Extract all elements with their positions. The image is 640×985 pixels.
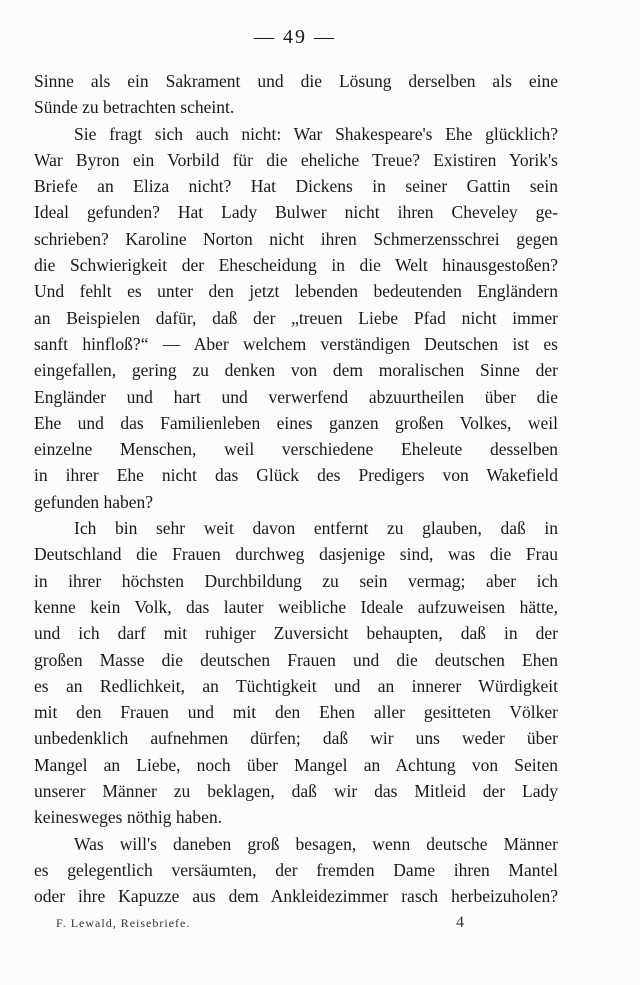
text-line: Deutschland die Frauen durchweg dasjenige sind, was die Frau	[34, 544, 558, 565]
page-body-text	[34, 68, 558, 910]
text-line: Sie fragt sich auch nicht: War Shakespeare's Ehe glücklich?	[74, 123, 558, 144]
text-line: unserer Männer zu beklagen, daß wir das Mitleid der Lady	[34, 781, 558, 802]
text-line: in ihrer Ehe nicht das Glück des Predigers von Wakefield	[34, 465, 558, 486]
text-line: an Beispielen dafür, daß der „treuen Liebe Pfad nicht immer	[34, 307, 558, 328]
text-line: Sünde zu betrachten scheint.	[34, 97, 235, 118]
text-line: gefunden haben?	[34, 491, 154, 512]
text-line: unbedenklich aufnehmen dürfen; daß wir uns weder über	[34, 728, 558, 749]
text-line: oder ihre Kapuzze aus dem Ankleidezimmer rasch herbeizuholen?	[34, 886, 558, 907]
footer-running-title: F. Lewald, Reisebriefe.	[56, 916, 191, 930]
text-line: Ich bin sehr weit davon entfernt zu glauben, daß in	[74, 518, 558, 539]
text-line: sanft hinfloß?“ — Aber welchem verständigen Deutschen ist es	[34, 333, 558, 354]
text-line: die Schwierigkeit der Ehescheidung in die Welt hinausgestoßen?	[34, 255, 558, 276]
text-line: es an Redlichkeit, an Tüchtigkeit und an innerer Würdigkeit	[34, 675, 558, 696]
text-line: eingefallen, gering zu denken von dem moralischen Sinne der	[34, 360, 558, 381]
page-number: — 49 —	[254, 26, 336, 48]
text-line: War Byron ein Vorbild für die eheliche Treue? Existiren Yorik's	[34, 149, 558, 170]
text-line: Mangel an Liebe, noch über Mangel an Achtung von Seiten	[34, 754, 558, 775]
text-line: Ideal gefunden? Hat Lady Bulwer nicht ihren Cheveley ge-	[34, 202, 558, 223]
signature-mark: 4	[456, 914, 464, 931]
text-line: Was will's daneben groß besagen, wenn deutsche Männer	[74, 833, 558, 854]
text-line: keinesweges nöthig haben.	[34, 807, 223, 828]
text-line: und ich darf mit ruhiger Zuversicht behaupten, daß in der	[34, 623, 558, 644]
text-line: Sinne als ein Sakrament und die Lösung derselben als eine	[34, 71, 558, 91]
text-line: Engländer und hart und verwerfend abzuurtheilen über die	[34, 386, 558, 407]
text-line: es gelegentlich versäumten, der fremden Dame ihren Mantel	[34, 859, 558, 880]
text-line: Und fehlt es unter den jetzt lebenden bedeutenden Engländern	[34, 281, 558, 302]
text-line: mit den Frauen und mit den Ehen aller gesitteten Völker	[34, 702, 558, 723]
text-line: großen Masse die deutschen Frauen und die deutschen Ehen	[34, 649, 558, 670]
text-line: in ihrer höchsten Durchbildung zu sein vermag; aber ich	[34, 570, 558, 591]
text-line: Briefe an Eliza nicht? Hat Dickens in seiner Gattin sein	[34, 176, 558, 197]
text-line: kenne kein Volk, das lauter weibliche Ideale aufzuweisen hätte,	[34, 596, 558, 617]
text-line: Ehe und das Familienleben eines ganzen großen Volkes, weil	[34, 412, 558, 433]
text-line: schrieben? Karoline Norton nicht ihren Schmerzensschrei gegen	[34, 228, 558, 249]
text-line: einzelne Menschen, weil verschiedene Eheleute desselben	[34, 439, 558, 460]
